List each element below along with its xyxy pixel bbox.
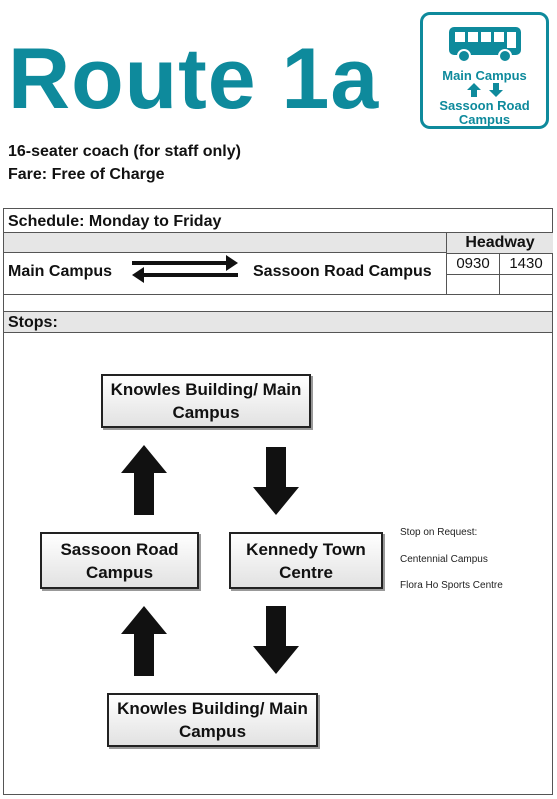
headway-divider	[499, 275, 500, 295]
up-arrow-icon	[121, 606, 167, 676]
logo-line2: Sassoon Road	[439, 98, 530, 113]
stop-bottom: Knowles Building/ Main Campus	[107, 693, 318, 747]
stops-heading-row	[4, 312, 552, 333]
bus-icon	[447, 25, 523, 63]
schedule-spacer-row	[4, 295, 552, 312]
request-heading: Stop on Request:	[400, 527, 478, 538]
request-stop-2: Flora Ho Sports Centre	[400, 580, 503, 591]
stop-right: Kennedy Town Centre	[229, 532, 383, 589]
logo-line3: Campus	[458, 112, 511, 127]
route-title: Route 1a	[8, 31, 380, 127]
stop-left: Sassoon Road Campus	[40, 532, 199, 589]
fare-info: Fare: Free of Charge	[8, 166, 165, 183]
from-campus: Main Campus	[8, 263, 113, 280]
logo-main-campus: Main Campus	[442, 68, 527, 83]
down-arrow-icon	[253, 606, 299, 674]
stops-heading: Stops:	[8, 314, 58, 331]
logo-sassoon-road-campus	[423, 99, 546, 127]
to-campus: Sassoon Road Campus	[253, 263, 432, 280]
headway-label: Headway	[447, 233, 553, 254]
headway-time-1: 0930	[447, 254, 500, 275]
down-arrow-icon	[253, 447, 299, 515]
up-arrow-icon	[121, 445, 167, 515]
headway-time-2: 1430	[500, 254, 552, 275]
request-stop-1: Centennial Campus	[400, 554, 488, 565]
route-logo	[420, 12, 549, 129]
headway-box	[446, 233, 553, 295]
stop-top: Knowles Building/ Main Campus	[101, 374, 311, 428]
bidirectional-arrow-icon	[130, 255, 240, 283]
vehicle-info: 16-seater coach (for staff only)	[8, 143, 241, 160]
schedule-heading: Schedule: Monday to Friday	[8, 213, 222, 230]
schedule-heading-row	[4, 209, 552, 233]
